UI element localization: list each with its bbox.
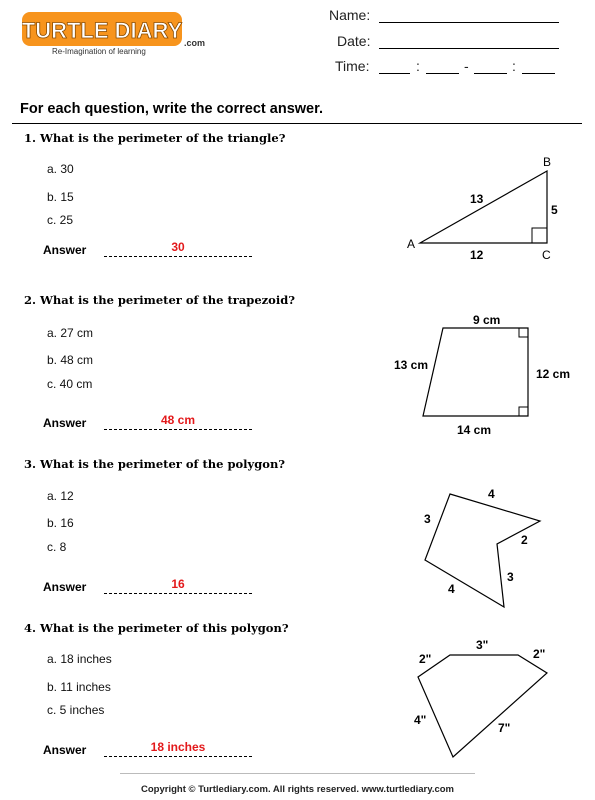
time-colon-1: : [416,58,420,74]
question-4-answer-label: Answer [43,743,87,757]
name-label: Name: [329,7,371,23]
hexagon-top-right-label: 2" [533,647,546,661]
time-minutes-line[interactable] [426,73,459,74]
hexagon-figure [405,630,565,765]
hexagon-bottom-right-label: 7" [498,721,511,735]
question-2-option-c: c. 40 cm [47,377,93,391]
name-input-line[interactable] [379,22,559,23]
trapezoid-figure [390,310,580,440]
instructions-heading: For each question, write the correct answer. [20,101,323,117]
polygon-right-label: 2 [521,533,528,547]
vertex-c-label: C [542,248,551,262]
question-2-option-b: b. 48 cm [47,353,94,367]
question-2-title: 2. What is the perimeter of the trapezoid? [24,293,295,307]
polygon-inner-label: 3 [507,570,514,584]
time-hours-line[interactable] [379,73,410,74]
time-end-minutes-line[interactable] [522,73,555,74]
top-right-angle-marker [519,328,528,337]
question-3-option-a: a. 12 [47,489,74,503]
polygon-left-label: 3 [424,512,431,526]
triangle-shape [420,171,547,243]
footer-divider [120,773,475,774]
logo-text: TURTLE DIARY [22,18,183,43]
hexagon-top-label: 3" [476,638,489,652]
question-1-answer-label: Answer [43,243,87,257]
question-4-option-a: a. 18 inches [47,652,112,666]
question-4-option-b: b. 11 inches [47,680,111,694]
question-3-option-b: b. 16 [47,516,74,530]
question-3-title: 3. What is the perimeter of the polygon? [24,457,286,471]
trapezoid-right-label: 12 cm [536,367,571,381]
hexagon-left-label: 4" [414,713,427,727]
polygon-figure [410,480,560,615]
time-colon-2: : [512,58,516,74]
question-3-option-c: c. 8 [47,540,67,554]
date-label: Date: [337,33,371,49]
trapezoid-top-label: 9 cm [473,313,501,327]
question-4-answer-value: 18 inches [150,740,206,754]
question-1-answer-line[interactable] [104,256,252,257]
vertex-a-label: A [407,237,416,251]
question-1-title: 1. What is the perimeter of the triangle? [24,131,286,145]
triangle-figure [400,150,570,265]
question-3-answer-label: Answer [43,580,87,594]
hexagon-shape [418,655,547,757]
hexagon-top-left-label: 2" [419,652,432,666]
time-dash: - [464,58,469,74]
question-2-answer-line[interactable] [104,429,252,430]
vertex-b-label: B [543,155,552,169]
time-label: Time: [335,58,370,74]
question-4-title: 4. What is the perimeter of this polygon? [24,621,289,635]
question-4-option-c: c. 5 inches [47,703,105,717]
right-angle-marker [532,228,547,243]
trapezoid-left-label: 13 cm [394,358,429,372]
polygon-top-label: 4 [488,487,495,501]
header-divider [12,123,582,124]
question-3-answer-value: 16 [171,577,185,591]
logo-tagline: Re-Imagination of learning [52,47,146,56]
polygon-bottom-label: 4 [448,582,455,596]
question-4-answer-line[interactable] [104,756,252,757]
question-1-option-a: a. 30 [47,162,74,176]
date-input-line[interactable] [379,48,559,49]
copyright-footer: Copyright © Turtlediary.com. All rights reserved. www.turtlediary.com [141,784,454,795]
question-1-option-c: c. 25 [47,213,74,227]
question-1-option-b: b. 15 [47,190,74,204]
question-2-answer-value: 48 cm [160,413,196,427]
side-bc-label: 5 [551,203,558,217]
base-label: 12 [470,248,484,262]
question-3-answer-line[interactable] [104,593,252,594]
time-end-hours-line[interactable] [474,73,507,74]
logo-suffix: .com [184,38,206,48]
question-1-answer-value: 30 [171,240,185,254]
trapezoid-bottom-label: 14 cm [457,423,492,437]
bottom-right-angle-marker [519,407,528,416]
pentagon-shape [425,494,540,607]
question-2-answer-label: Answer [43,416,87,430]
question-2-option-a: a. 27 cm [47,326,94,340]
trapezoid-shape [423,328,528,416]
hypotenuse-label: 13 [470,192,484,206]
